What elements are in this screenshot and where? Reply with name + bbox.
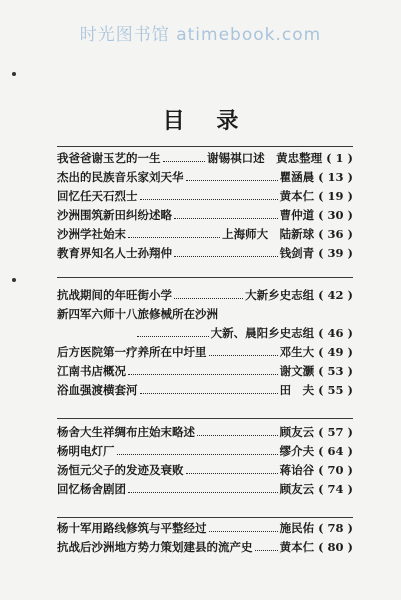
- leader-dots: [209, 355, 278, 356]
- entry-author: 上海师大 陆新球: [222, 227, 315, 241]
- entry-author: 曹仲道: [279, 208, 315, 222]
- section-divider: [57, 517, 353, 518]
- leader-dots: [209, 531, 278, 532]
- leader-dots: [174, 256, 278, 257]
- entry-title: 我爸爸谢玉艺的一生: [57, 151, 161, 165]
- leader-dots: [128, 374, 278, 375]
- toc-entry[interactable]: [57, 169, 353, 185]
- entry-page: ( 74 ): [318, 482, 353, 496]
- entry-author: 顾友云: [279, 425, 315, 439]
- title-char: 录: [216, 108, 239, 134]
- section-divider: [57, 146, 353, 147]
- toc-entry[interactable]: [57, 481, 353, 497]
- entry-page: ( 64 ): [318, 444, 353, 458]
- toc-entry[interactable]: [57, 287, 353, 303]
- leader-dots: [186, 180, 278, 181]
- watermark: 时光图书馆 atimebook.com: [79, 25, 322, 45]
- leader-dots: [140, 393, 278, 394]
- entry-title: 杨十军用路线修筑与平整经过: [57, 521, 207, 535]
- entry-author: 谢锡祺口述 黄忠整理: [207, 151, 323, 165]
- entry-title: 杨明电灯厂: [57, 444, 115, 458]
- entry-title: 江南书店概况: [57, 364, 126, 378]
- leader-dots: [255, 550, 278, 551]
- leader-dots: [140, 199, 278, 200]
- entry-title[interactable]: 新四军六师十八旅修械所在沙洲: [57, 307, 218, 321]
- entry-title: 抗战后沙洲地方势力策划建县的流产史: [57, 540, 253, 554]
- entry-page: ( 53 ): [318, 364, 353, 378]
- entry-author: 瞿涵晨: [279, 170, 315, 184]
- entry-author: 邓生大: [279, 345, 315, 359]
- section-divider: [57, 277, 353, 278]
- page-title: [0, 104, 401, 135]
- entry-title: 汤恒元父子的发迹及衰败: [57, 463, 184, 477]
- entry-author: 田 夫: [279, 383, 315, 397]
- entry-page: ( 78 ): [318, 521, 353, 535]
- leader-dots: [163, 161, 206, 162]
- entry-page: ( 30 ): [318, 208, 353, 222]
- toc-entry[interactable]: [57, 424, 353, 440]
- entry-title: 抗战期间的年旺街小学: [57, 288, 172, 302]
- toc-entry[interactable]: [57, 462, 353, 478]
- leader-dots: [137, 336, 209, 337]
- toc-entry[interactable]: [57, 344, 353, 360]
- scan-speck: [12, 72, 16, 76]
- entry-page: ( 42 ): [318, 288, 353, 302]
- entry-author: 缪介夫: [279, 444, 315, 458]
- toc-entry[interactable]: [57, 539, 353, 555]
- entry-author: 大新、晨阳乡史志组: [210, 326, 315, 340]
- entry-page: ( 39 ): [318, 246, 353, 260]
- toc-entry[interactable]: [57, 226, 353, 242]
- section-divider: [57, 418, 353, 419]
- entry-title: 教育界知名人士孙翔仲: [57, 246, 172, 260]
- entry-title: 沙洲学社始末: [57, 227, 126, 241]
- entry-page: ( 80 ): [318, 540, 353, 554]
- entry-page: ( 13 ): [318, 170, 353, 184]
- entry-author: 顾友云: [279, 482, 315, 496]
- leader-dots: [128, 237, 220, 238]
- entry-author: 谢文灏: [279, 364, 315, 378]
- entry-author: 黄本仁: [279, 189, 315, 203]
- entry-author: 施民佑: [279, 521, 315, 535]
- entry-page: ( 19 ): [318, 189, 353, 203]
- toc-entry[interactable]: [57, 520, 353, 536]
- title-char: 目: [162, 108, 185, 134]
- entry-page: ( 55 ): [318, 383, 353, 397]
- leader-dots: [197, 435, 278, 436]
- entry-author: 蒋诒谷: [279, 463, 315, 477]
- toc-entry[interactable]: [57, 325, 353, 341]
- entry-title: 后方医院第一疗养所在中圩里: [57, 345, 207, 359]
- entry-page: ( 36 ): [318, 227, 353, 241]
- leader-dots: [186, 473, 278, 474]
- scan-speck: [12, 278, 16, 282]
- entry-page: ( 70 ): [318, 463, 353, 477]
- entry-author: 大新乡史志组: [245, 288, 315, 302]
- entry-title: 杰出的民族音乐家刘天华: [57, 170, 184, 184]
- toc-entry[interactable]: [57, 245, 353, 261]
- entry-author: 黄本仁: [279, 540, 315, 554]
- toc-entry[interactable]: [57, 382, 353, 398]
- leader-dots: [117, 454, 278, 455]
- toc-entry[interactable]: [57, 363, 353, 379]
- toc-entry[interactable]: [57, 150, 353, 166]
- entry-title: 杨舍大生祥绸布庄始末略述: [57, 425, 195, 439]
- entry-page: ( 57 ): [318, 425, 353, 439]
- entry-title: 浴血强渡横套河: [57, 383, 138, 397]
- entry-page: ( 46 ): [318, 326, 353, 340]
- entry-title: 沙洲围筑新田纠纷述略: [57, 208, 172, 222]
- entry-page: ( 1 ): [326, 151, 353, 165]
- leader-dots: [174, 298, 243, 299]
- entry-author: 钱剑青: [279, 246, 315, 260]
- entry-title: 回忆任天石烈士: [57, 189, 138, 203]
- toc-entry[interactable]: [57, 207, 353, 223]
- leader-dots: [128, 492, 278, 493]
- toc-entry[interactable]: [57, 188, 353, 204]
- toc-entry[interactable]: [57, 443, 353, 459]
- entry-title: 回忆杨舍剧团: [57, 482, 126, 496]
- leader-dots: [174, 218, 278, 219]
- entry-page: ( 49 ): [318, 345, 353, 359]
